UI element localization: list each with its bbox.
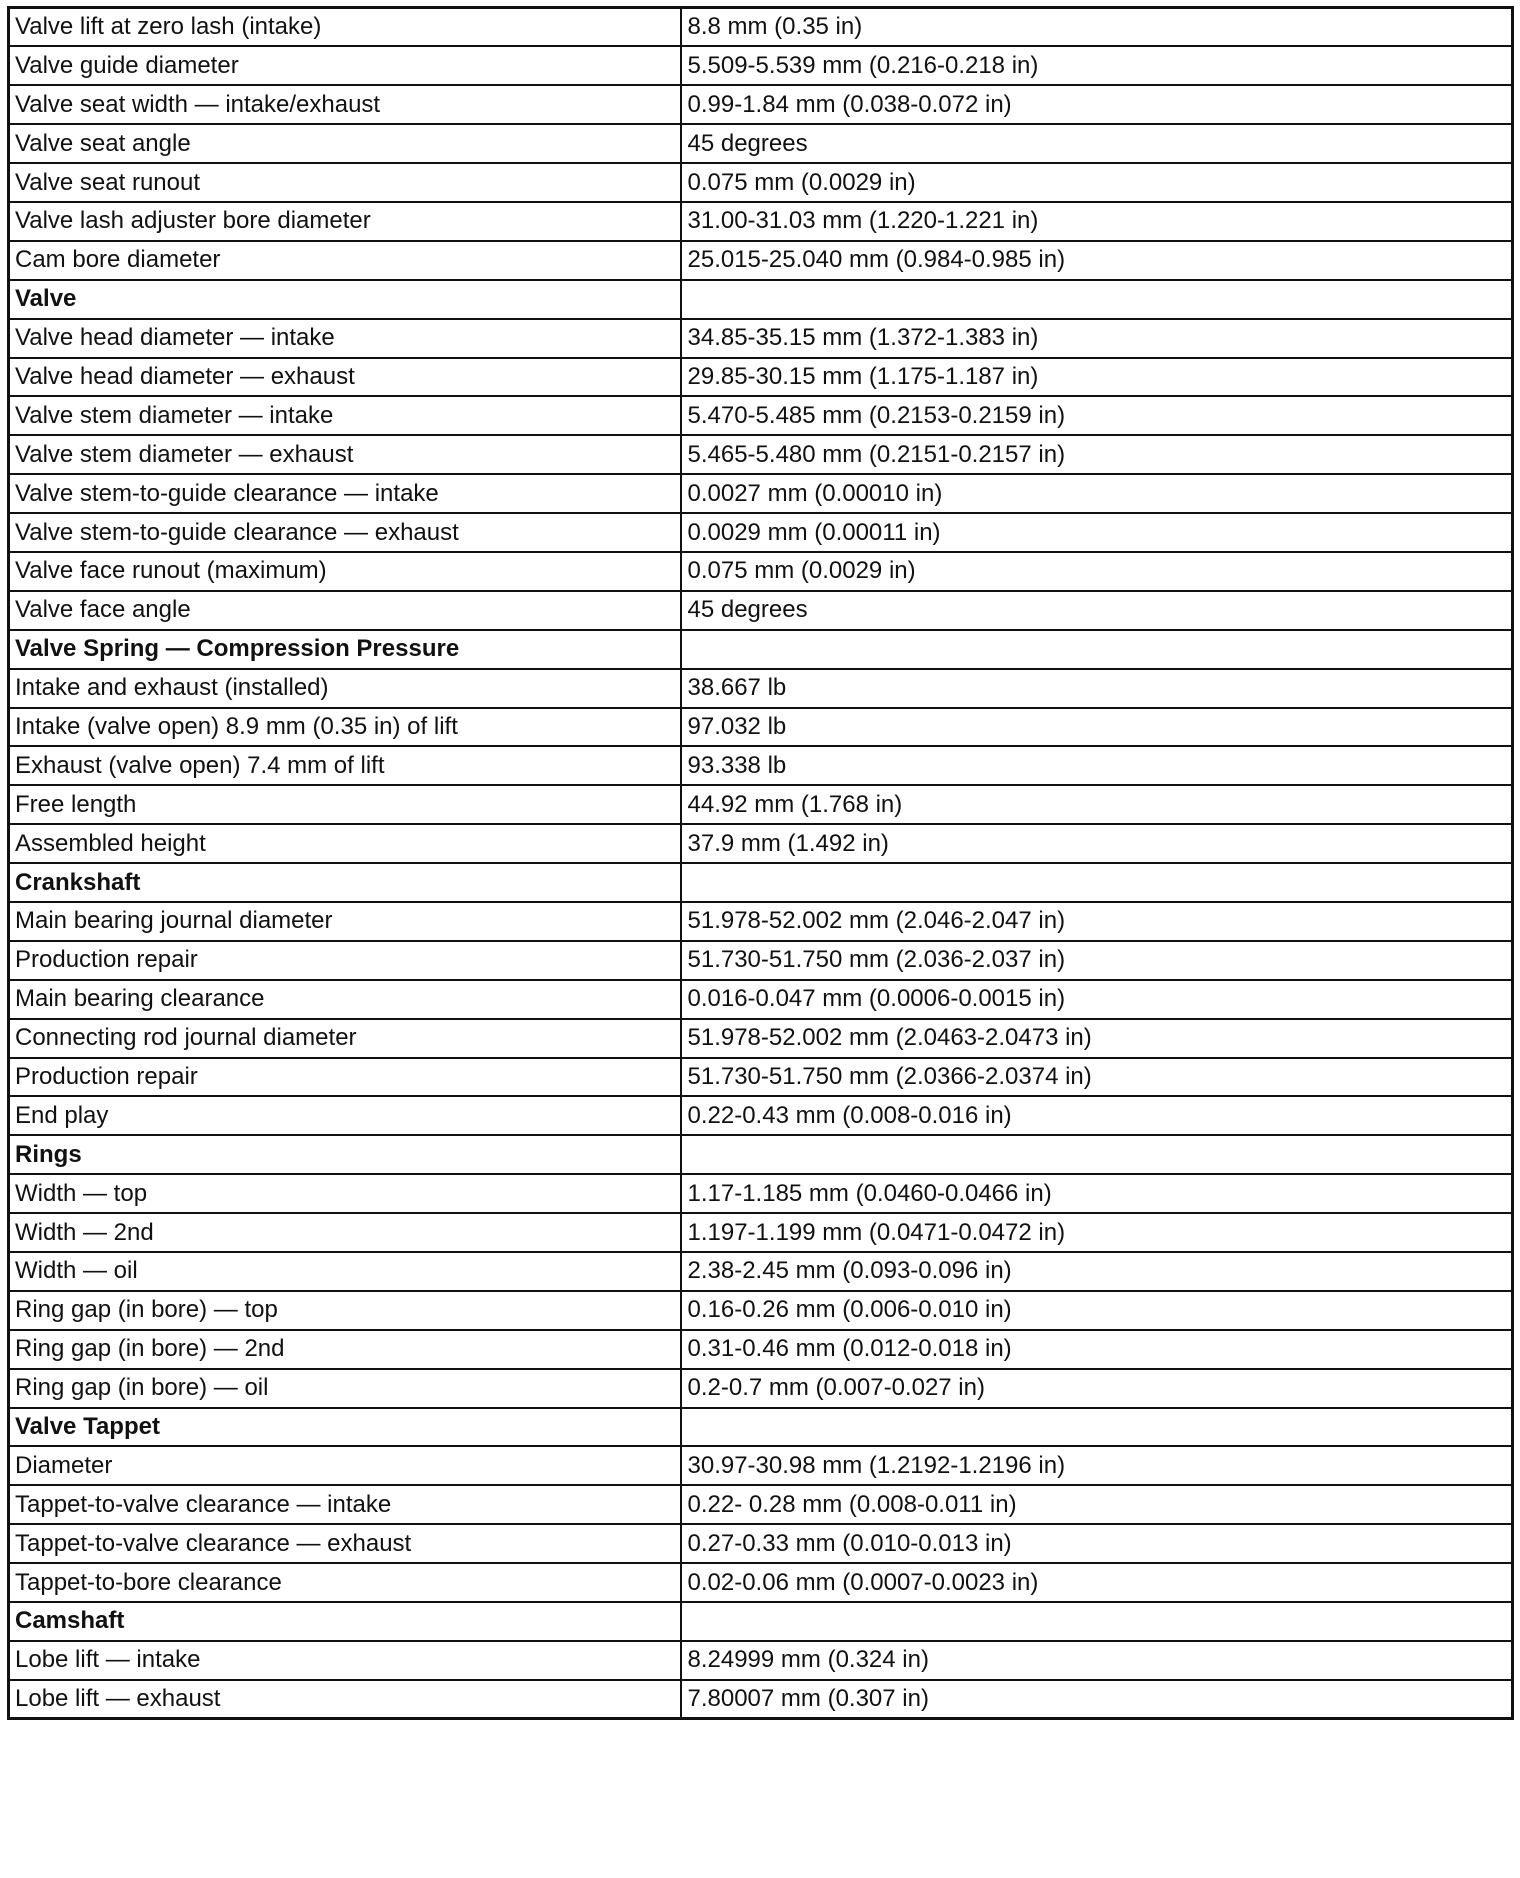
- spec-row: [9, 1446, 1513, 1485]
- spec-value: 25.015-25.040 mm (0.984-0.985 in): [681, 241, 1513, 280]
- spec-label: Valve lash adjuster bore diameter: [9, 202, 681, 241]
- spec-label: Valve head diameter — exhaust: [9, 358, 681, 397]
- spec-row: [9, 1096, 1513, 1135]
- section-value-empty: [681, 1602, 1513, 1641]
- spec-label: Connecting rod journal diameter: [9, 1019, 681, 1058]
- spec-row: [9, 1485, 1513, 1524]
- spec-row: [9, 319, 1513, 358]
- spec-row: [9, 824, 1513, 863]
- spec-row: [9, 241, 1513, 280]
- spec-value: 0.22-0.43 mm (0.008-0.016 in): [681, 1096, 1513, 1135]
- spec-label: Ring gap (in bore) — oil: [9, 1369, 681, 1408]
- spec-row: [9, 1369, 1513, 1408]
- section-title: Valve: [9, 280, 681, 319]
- spec-row: [9, 1174, 1513, 1213]
- section-header-row: [9, 1408, 1513, 1447]
- spec-value: 29.85-30.15 mm (1.175-1.187 in): [681, 358, 1513, 397]
- spec-label: Width — 2nd: [9, 1213, 681, 1252]
- section-title: Rings: [9, 1135, 681, 1174]
- spec-row: [9, 669, 1513, 708]
- spec-value: 93.338 lb: [681, 746, 1513, 785]
- spec-label: Valve stem diameter — intake: [9, 396, 681, 435]
- spec-row: [9, 746, 1513, 785]
- section-title: Valve Spring — Compression Pressure: [9, 630, 681, 669]
- spec-label: Intake and exhaust (installed): [9, 669, 681, 708]
- section-title: Crankshaft: [9, 863, 681, 902]
- spec-label: Valve guide diameter: [9, 46, 681, 85]
- spec-label: Exhaust (valve open) 7.4 mm of lift: [9, 746, 681, 785]
- spec-row: [9, 513, 1513, 552]
- spec-row: [9, 202, 1513, 241]
- spec-label: Tappet-to-valve clearance — intake: [9, 1485, 681, 1524]
- spec-label: Valve seat angle: [9, 124, 681, 163]
- spec-row: [9, 1330, 1513, 1369]
- spec-row: [9, 1252, 1513, 1291]
- spec-label: Ring gap (in bore) — 2nd: [9, 1330, 681, 1369]
- spec-value: 0.99-1.84 mm (0.038-0.072 in): [681, 85, 1513, 124]
- spec-row: [9, 941, 1513, 980]
- spec-value: 44.92 mm (1.768 in): [681, 785, 1513, 824]
- section-header-row: [9, 1135, 1513, 1174]
- spec-row: [9, 785, 1513, 824]
- spec-value: 1.17-1.185 mm (0.0460-0.0466 in): [681, 1174, 1513, 1213]
- spec-value: 0.075 mm (0.0029 in): [681, 163, 1513, 202]
- spec-label: Valve face runout (maximum): [9, 552, 681, 591]
- spec-row: [9, 1019, 1513, 1058]
- spec-label: Width — top: [9, 1174, 681, 1213]
- section-value-empty: [681, 280, 1513, 319]
- section-header-row: [9, 630, 1513, 669]
- spec-row: [9, 124, 1513, 163]
- spec-label: Cam bore diameter: [9, 241, 681, 280]
- spec-label: Intake (valve open) 8.9 mm (0.35 in) of lift: [9, 708, 681, 747]
- spec-value: 0.31-0.46 mm (0.012-0.018 in): [681, 1330, 1513, 1369]
- spec-value: 8.8 mm (0.35 in): [681, 8, 1513, 47]
- spec-label: Valve seat width — intake/exhaust: [9, 85, 681, 124]
- spec-label: Main bearing clearance: [9, 980, 681, 1019]
- spec-label: Tappet-to-valve clearance — exhaust: [9, 1524, 681, 1563]
- spec-value: 0.075 mm (0.0029 in): [681, 552, 1513, 591]
- spec-row: [9, 46, 1513, 85]
- section-header-row: [9, 1602, 1513, 1641]
- spec-row: [9, 396, 1513, 435]
- section-value-empty: [681, 1135, 1513, 1174]
- spec-row: [9, 85, 1513, 124]
- spec-row: [9, 1291, 1513, 1330]
- spec-label: Production repair: [9, 941, 681, 980]
- spec-value: 5.470-5.485 mm (0.2153-0.2159 in): [681, 396, 1513, 435]
- spec-value: 51.730-51.750 mm (2.036-2.037 in): [681, 941, 1513, 980]
- spec-row: [9, 902, 1513, 941]
- spec-label: Diameter: [9, 1446, 681, 1485]
- section-value-empty: [681, 1408, 1513, 1447]
- spec-row: [9, 1641, 1513, 1680]
- spec-value: 0.0027 mm (0.00010 in): [681, 474, 1513, 513]
- spec-value: 51.978-52.002 mm (2.046-2.047 in): [681, 902, 1513, 941]
- spec-value: 0.016-0.047 mm (0.0006-0.0015 in): [681, 980, 1513, 1019]
- section-header-row: [9, 863, 1513, 902]
- spec-label: Valve head diameter — intake: [9, 319, 681, 358]
- spec-label: Valve stem-to-guide clearance — intake: [9, 474, 681, 513]
- spec-value: 30.97-30.98 mm (1.2192-1.2196 in): [681, 1446, 1513, 1485]
- spec-label: Lobe lift — intake: [9, 1641, 681, 1680]
- spec-row: [9, 1563, 1513, 1602]
- spec-value: 0.27-0.33 mm (0.010-0.013 in): [681, 1524, 1513, 1563]
- spec-value: 51.978-52.002 mm (2.0463-2.0473 in): [681, 1019, 1513, 1058]
- spec-value: 0.0029 mm (0.00011 in): [681, 513, 1513, 552]
- spec-row: [9, 1680, 1513, 1719]
- spec-label: Production repair: [9, 1058, 681, 1097]
- spec-value: 0.02-0.06 mm (0.0007-0.0023 in): [681, 1563, 1513, 1602]
- spec-value: 1.197-1.199 mm (0.0471-0.0472 in): [681, 1213, 1513, 1252]
- spec-label: Width — oil: [9, 1252, 681, 1291]
- spec-value: 2.38-2.45 mm (0.093-0.096 in): [681, 1252, 1513, 1291]
- section-value-empty: [681, 863, 1513, 902]
- spec-row: [9, 708, 1513, 747]
- spec-label: Valve seat runout: [9, 163, 681, 202]
- spec-value: 34.85-35.15 mm (1.372-1.383 in): [681, 319, 1513, 358]
- section-header-row: [9, 280, 1513, 319]
- spec-value: 37.9 mm (1.492 in): [681, 824, 1513, 863]
- spec-row: [9, 1524, 1513, 1563]
- spec-label: Valve stem diameter — exhaust: [9, 435, 681, 474]
- spec-label: Tappet-to-bore clearance: [9, 1563, 681, 1602]
- spec-label: Assembled height: [9, 824, 681, 863]
- spec-row: [9, 1058, 1513, 1097]
- section-value-empty: [681, 630, 1513, 669]
- spec-row: [9, 8, 1513, 47]
- specifications-table-body: [9, 8, 1513, 1719]
- spec-value: 7.80007 mm (0.307 in): [681, 1680, 1513, 1719]
- spec-row: [9, 1213, 1513, 1252]
- spec-label: Free length: [9, 785, 681, 824]
- spec-row: [9, 552, 1513, 591]
- spec-value: 8.24999 mm (0.324 in): [681, 1641, 1513, 1680]
- spec-label: End play: [9, 1096, 681, 1135]
- specifications-table: [7, 6, 1514, 1720]
- spec-value: 97.032 lb: [681, 708, 1513, 747]
- spec-row: [9, 163, 1513, 202]
- spec-label: Lobe lift — exhaust: [9, 1680, 681, 1719]
- spec-row: [9, 591, 1513, 630]
- spec-value: 38.667 lb: [681, 669, 1513, 708]
- spec-value: 0.2-0.7 mm (0.007-0.027 in): [681, 1369, 1513, 1408]
- spec-row: [9, 980, 1513, 1019]
- spec-label: Valve stem-to-guide clearance — exhaust: [9, 513, 681, 552]
- spec-value: 5.509-5.539 mm (0.216-0.218 in): [681, 46, 1513, 85]
- spec-label: Main bearing journal diameter: [9, 902, 681, 941]
- spec-value: 45 degrees: [681, 591, 1513, 630]
- spec-label: Valve face angle: [9, 591, 681, 630]
- spec-value: 0.16-0.26 mm (0.006-0.010 in): [681, 1291, 1513, 1330]
- spec-value: 0.22- 0.28 mm (0.008-0.011 in): [681, 1485, 1513, 1524]
- spec-row: [9, 435, 1513, 474]
- section-title: Valve Tappet: [9, 1408, 681, 1447]
- spec-label: Ring gap (in bore) — top: [9, 1291, 681, 1330]
- spec-value: 5.465-5.480 mm (0.2151-0.2157 in): [681, 435, 1513, 474]
- section-title: Camshaft: [9, 1602, 681, 1641]
- spec-row: [9, 474, 1513, 513]
- spec-row: [9, 358, 1513, 397]
- spec-label: Valve lift at zero lash (intake): [9, 8, 681, 47]
- spec-value: 31.00-31.03 mm (1.220-1.221 in): [681, 202, 1513, 241]
- spec-value: 51.730-51.750 mm (2.0366-2.0374 in): [681, 1058, 1513, 1097]
- spec-value: 45 degrees: [681, 124, 1513, 163]
